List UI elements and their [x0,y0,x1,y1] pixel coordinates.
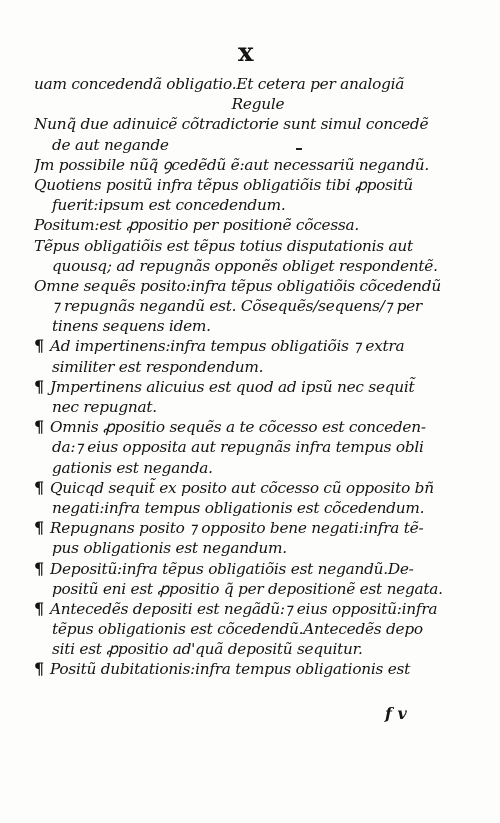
text-line [34,296,482,316]
line-text: Jmpertinens alicuius est quod ad ipsũ nec sequit̃ [50,377,415,396]
text-line [34,377,482,397]
text-line [34,579,482,599]
line-text: Antecedẽs depositi est negãdũ:⁊ eius oppositũ:infra [50,599,438,618]
text-line [34,357,482,377]
text-line [34,559,482,579]
text-line [34,94,482,114]
text-line [34,195,482,215]
text-line [34,458,482,478]
pilcrow-mark: ¶ [34,376,44,396]
text-line [34,397,482,417]
line-text: positũ eni est ꝓpositio q̃ per depositionẽ est negata. [52,579,443,598]
line-text: da:⁊ eius opposita aut repugnãs infra tempus obli [52,438,424,457]
pilcrow-mark: ¶ [34,417,44,437]
pilcrow-mark: ¶ [34,518,44,538]
line-text: Regule [231,95,285,114]
line-text: Nunq̃ due adinuicẽ cõtradictorie sunt simul concedẽ [34,115,429,134]
text-line [34,316,482,336]
pilcrow-mark: ¶ [34,598,44,618]
catchword: f v [385,704,407,723]
line-text: Omnis ꝓpositio sequẽs a te cõcesso est conceden- [50,418,426,437]
line-text: Repugnans posito ⁊ opposito bene negati:infra tẽ- [50,519,424,538]
text-line [34,437,482,457]
pilcrow-mark: ¶ [34,558,44,578]
line-text: Omne sequẽs posito:infra tẽpus obligatiõis cõcedendũ [34,276,441,295]
text-line [34,659,482,679]
line-text: gationis est neganda. [52,458,213,477]
text-line [34,639,482,659]
line-text: tẽpus obligationis est cõcedendũ.Antecedẽs depo [52,620,423,639]
line-text: fuerit:ipsum est concedendum. [52,196,286,215]
line-text: Ad impertinens:infra tempus obligatiõis ⁊ extra [50,337,405,356]
line-text: siti est ꝓpositio ad'quã depositũ sequitur. [52,640,363,659]
line-text: negati:infra tempus obligationis est cõcedendum. [52,498,425,517]
text-line [34,518,482,538]
line-text: Positũ dubitationis:infra tempus obligationis est [50,660,411,679]
line-text: quousq; ad repugnãs opponẽs obliget respondentẽ. [52,256,438,275]
line-text: Depositũ:infra tẽpus obligatiõis est negandũ.De- [50,559,414,578]
text-block [34,74,482,680]
line-text: similiter est respondendum. [52,357,264,376]
pilcrow-mark: ¶ [34,659,44,679]
line-text: uam concedendã obligatio.Et cetera per analogiã [34,75,405,93]
text-line [34,336,482,356]
pilcrow-mark: ¶ [34,336,44,356]
text-line [34,417,482,437]
text-line [34,538,482,558]
text-line [34,135,482,155]
line-text: Quicqd sequit̃ ex posito aut cõcesso cũ opposito bñ [50,478,434,497]
line-text: de aut negande [52,135,169,154]
text-line [34,256,482,276]
text-line [34,74,482,94]
text-line [34,155,482,175]
line-text: tinens sequens idem. [52,317,211,336]
line-text: ⁊ repugnãs negandũ est. Cõsequẽs/sequens/⁊ per [52,297,422,316]
line-text: Tẽpus obligatiõis est tẽpus totius disputationis aut [34,236,413,255]
line-text: nec repugnat. [52,398,157,416]
text-line [34,599,482,619]
line-text: pus obligationis est negandum. [52,539,287,558]
text-line [34,236,482,256]
text-line [34,498,482,518]
text-line [34,215,482,235]
text-line [34,478,482,498]
text-line [34,276,482,296]
text-line [34,175,482,195]
signature-mark: x [238,38,254,68]
text-line [34,114,482,134]
line-text: Quotiens positũ infra tẽpus obligatiõis tibi ꝓpositũ [34,175,413,194]
text-line [34,619,482,639]
line-text: Positum:est ꝓpositio per positionẽ cõcessa. [34,216,360,235]
pilcrow-mark: ¶ [34,477,44,497]
line-text: Jm possibile nũq̃ ꝯcedẽdũ ẽ:aut necessariũ negandũ. [34,155,430,174]
